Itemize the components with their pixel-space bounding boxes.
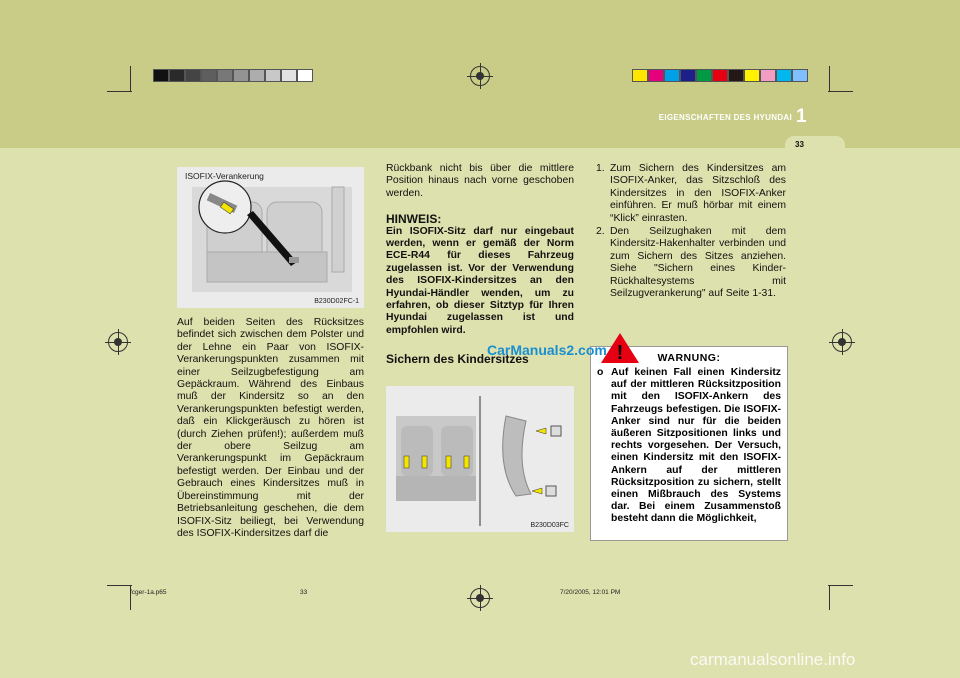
gray-calibration-bar: [153, 69, 313, 82]
registration-mark-icon: [470, 588, 490, 608]
color-swatch: [696, 69, 712, 82]
section-heading: Sichern des Kindersitzes: [386, 352, 529, 367]
rear-seat-illustration: [177, 167, 364, 308]
section-title: EIGENSCHAFTEN DES HYUNDAI: [658, 113, 792, 122]
color-swatch: [217, 69, 233, 82]
step-item: [596, 163, 786, 225]
color-swatch: [648, 69, 664, 82]
color-swatch: [185, 69, 201, 82]
hinweis-title: HINWEIS:: [386, 212, 442, 227]
registration-mark-icon: [108, 332, 128, 352]
color-swatch: [632, 69, 648, 82]
crop-mark: [107, 585, 132, 586]
crop-mark: [828, 91, 853, 92]
footer-page: 33: [300, 589, 308, 596]
figure-code: B230D03FC: [530, 522, 569, 529]
step-item: [596, 226, 786, 300]
crop-mark: [828, 585, 853, 586]
color-swatch: [249, 69, 265, 82]
color-swatch: [281, 69, 297, 82]
figure-code: B230D02FC-1: [314, 298, 359, 305]
warning-box: [590, 346, 788, 541]
warning-title: WARNUNG:: [657, 352, 721, 364]
color-swatch: [233, 69, 249, 82]
crop-mark: [130, 66, 131, 91]
registration-mark-icon: [832, 332, 852, 352]
figure-label: ISOFIX-Verankerung: [185, 171, 264, 181]
page-number: 33: [795, 140, 804, 149]
color-swatch: [712, 69, 728, 82]
step-text: Den Seilzughaken mit dem Kindersitz-Hakenhalter verbinden und zum Sichern des Sitzes anziehen. Siehe "Sichern eines Kinder-Rückhaltesystems mit Seilzugverankerung" auf Seite 1-31.: [610, 226, 786, 300]
color-swatch: [265, 69, 281, 82]
footer-date: 7/20/2005, 12:01 PM: [560, 589, 621, 596]
color-swatch: [728, 69, 744, 82]
warning-glyph: !: [616, 342, 624, 364]
watermark: CarManuals2.com: [487, 342, 607, 358]
step-number: 1.: [596, 163, 605, 174]
section-number: 1: [796, 106, 807, 127]
steps-list: [596, 163, 786, 301]
color-swatch: [760, 69, 776, 82]
column-1-paragraph: Auf beiden Seiten des Rücksitzes befindet sich zwischen dem Polster und der Lehne ein Paar von ISOFIX-Verankerungspunkten zusammen mit einer Seilzugbefestigung am Gepäckraum. Während des Einbaus muß der Kindersitz so an den Verankerungspunkten befestigt werden, daß ein Klickgeräusch zu hören ist (durch Ziehen prüfen!); außerdem muß der obere Seilzug am Verankerungspunkt im Gepäckraum befestigt werden. Der Einbau und der Gebrauch eines Kindersitzes muß in Übereinstimmung mit der Betriebsanleitung geschehen, die dem ISOFIX-Sitz beiliegt, bei Verwendung des ISOFIX-Kindersitzes darf die: [177, 317, 364, 539]
step-number: 2.: [596, 226, 605, 238]
color-swatch: [297, 69, 313, 82]
column-2: [386, 163, 574, 366]
footer-file: fcger-1a.p65: [130, 589, 167, 596]
isofix-connection-illustration: [386, 386, 574, 532]
crop-mark: [829, 585, 830, 610]
warning-body: [597, 367, 781, 526]
registration-mark-icon: [470, 66, 490, 86]
color-swatch: [201, 69, 217, 82]
color-swatch: [169, 69, 185, 82]
crop-mark: [107, 91, 132, 92]
crop-mark: [829, 66, 830, 91]
color-swatch: [680, 69, 696, 82]
hinweis-text: Ein ISOFIX-Sitz darf nur eingebaut werden, wenn er gemäß der Norm ECE-R44 für dieses Fahrzeug zugelassen ist. Vor der Verwendung des ISOFIX-Kindersitzes an den Hyundai-Händler wenden, um zu erfahren, ob dieser Sitztyp für Ihren Hyundai zugelassen ist und empfohlen wird.: [386, 225, 574, 336]
color-swatch: [776, 69, 792, 82]
color-swatch: [792, 69, 808, 82]
warning-text: Auf keinen Fall einen Kindersitz auf der mittleren Rücksitzposition mit den ISOFIX-Ankern des Fahrzeugs befestigen. Die ISOFIX-Anker sind nur für die beiden äußeren Sitzpositionen links und rechts vorgesehen. Der Versuch, einen Kindersitz mit den ISOFIX-Ankern auf der mittleren Rücksitzposition zu sichern, stellt einen Mißbrauch des Systems dar. Bei einem Zusammenstoß besteht dann die Möglichkeit,: [611, 367, 781, 525]
color-calibration-bar: [632, 69, 808, 82]
isofix-anchor-figure: [177, 167, 364, 308]
color-swatch: [664, 69, 680, 82]
color-swatch: [153, 69, 169, 82]
step-text: Zum Sichern des Kindersitzes am ISOFIX-Anker, das Sitzschloß des Kindersitzes in den ISOFIX-Anker einführen. Er muß hörbar mit einem “Klick” einrasten.: [610, 163, 786, 224]
securing-child-seat-figure: [386, 386, 574, 532]
color-swatch: [744, 69, 760, 82]
page-number-tab: [785, 136, 845, 154]
watermark-bottom: carmanualsonline.info: [690, 650, 856, 669]
warning-bullet: o: [597, 367, 604, 378]
continued-paragraph: Rückbank nicht bis über die mittlere Position hinaus nach vorne geschoben werden.: [386, 163, 574, 199]
